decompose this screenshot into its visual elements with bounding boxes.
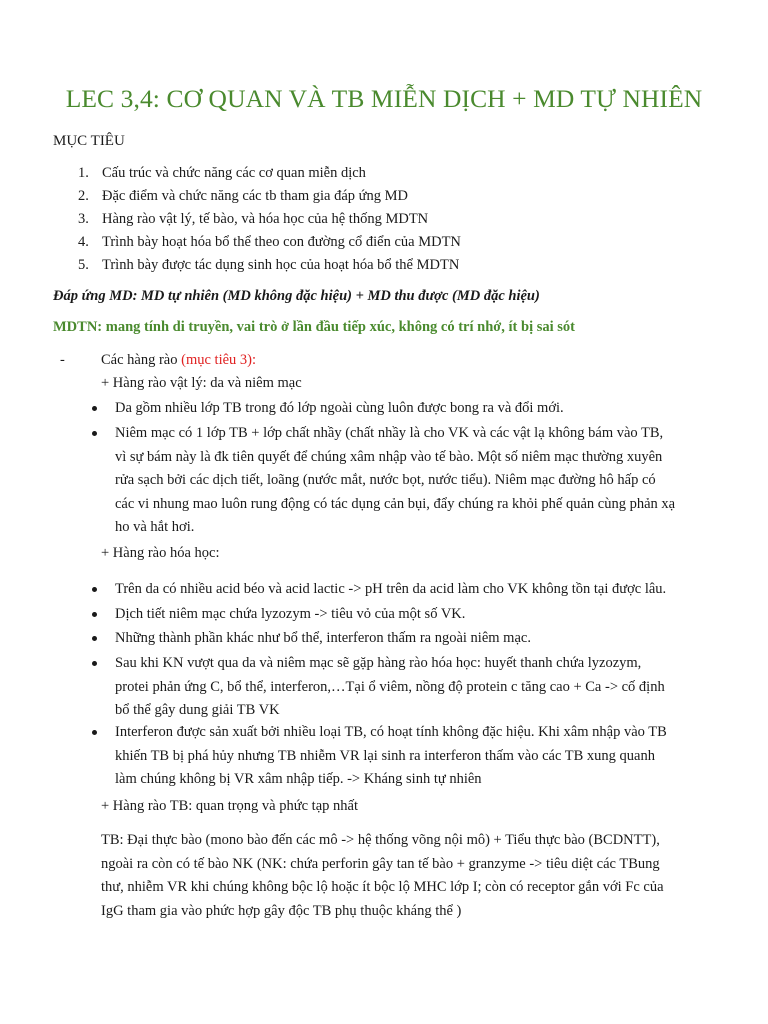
bullet-dot-icon xyxy=(92,730,97,735)
bullet-dot-icon xyxy=(92,587,97,592)
list-item: Sau khi KN vượt qua da và niêm mạc sẽ gặp hàng rào hóa học: huyết thanh chứa lyzozym, protei phản ứng C, bổ thể, interferon,…Tại ổ viêm, nồng độ protein c tăng cao + Ca -> cố định bổ thể gây dung giải TB VK xyxy=(115,655,665,718)
page-title: LEC 3,4: CƠ QUAN VÀ TB MIỄN DỊCH + MD TỰ NHIÊN xyxy=(65,84,703,113)
cell-barrier-paragraph: TB: Đại thực bào (mono bào đến các mô -> hệ thống võng nội mô) + Tiểu thực bào (BCDNTT), ngoài ra còn có tế bào NK (NK: chứa perforin gây tan tế bào + granzyme -> tiêu diệt các TBung thư, nhiễm VR khi chúng không bộc lộ hoặc ít bộc lộ MHC lớp I; còn có receptor gắn với Fc của IgG tham gia vào phức hợp gây độc TB phụ thuộc kháng thể ) xyxy=(101,832,664,919)
bullet-dot-icon xyxy=(92,406,97,411)
cell-barrier-heading: + Hàng rào TB: quan trọng và phức tạp nhất xyxy=(101,798,358,814)
mdtn-heading: MDTN: mang tính di truyền, vai trò ở lần đầu tiếp xúc, không có trí nhớ, ít bị sai sót xyxy=(53,319,575,335)
physical-barrier-heading: + Hàng rào vật lý: da và niêm mạc xyxy=(101,375,302,391)
list-item: Interferon được sản xuất bởi nhiều loại TB, có hoạt tính không đặc hiệu. Khi xâm nhập vào TB khiến TB bị phá hủy nhưng TB nhiễm VR lại sinh ra interferon thấm vào các TB xung quanh làm chúng không bị VR xâm nhập tiếp. -> Kháng sinh tự nhiên xyxy=(115,724,667,787)
objective-item: 2. Đặc điểm và chức năng các tb tham gia đáp ứng MD xyxy=(78,188,409,204)
barriers-label-red: (mục tiêu 3): xyxy=(181,352,257,368)
list-item: Những thành phần khác như bổ thể, interferon thấm ra ngoài niêm mạc. xyxy=(115,630,531,646)
barriers-label: Các hàng rào (mục tiêu 3): xyxy=(101,352,257,368)
bullet-dot-icon xyxy=(92,431,97,436)
list-item: Dịch tiết niêm mạc chứa lyzozym -> tiêu vỏ của một số VK. xyxy=(115,606,466,622)
objective-item: 5. Trình bày được tác dụng sinh học của hoạt hóa bổ thể MDTN xyxy=(78,257,460,273)
bullet-dot-icon xyxy=(92,661,97,666)
objective-item: 4. Trình bày hoạt hóa bổ thể theo con đường cổ điển của MDTN xyxy=(78,234,461,250)
dap-ung-heading: Đáp ứng MD: MD tự nhiên (MD không đặc hiệu) + MD thu được (MD đặc hiệu) xyxy=(53,288,540,304)
objectives-heading: MỤC TIÊU xyxy=(53,133,125,149)
bullet-dot-icon xyxy=(92,612,97,617)
bullet-dot-icon xyxy=(92,636,97,641)
chemical-barrier-heading: + Hàng rào hóa học: xyxy=(101,545,220,561)
dash-marker: - xyxy=(60,352,65,368)
list-item: Niêm mạc có 1 lớp TB + lớp chất nhầy (chất nhầy là cho VK và các vật lạ không bám vào TB, vì sự bám này là đk tiên quyết để chúng xâm nhập vào tế bào. Một số niêm mạc thường xuyên rửa sạch bởi các dịch tiết, loãng (nước mắt, nước bọt, nước tiểu). Niêm mạc đường hô hấp có các vi nhung mao luôn rung động có tác dụng cản bụi, đẩy chúng ra khỏi phế quản cùng phản xạ ho và hắt hơi. xyxy=(115,425,676,535)
list-item: Da gồm nhiều lớp TB trong đó lớp ngoài cùng luôn được bong ra và đổi mới. xyxy=(115,400,564,416)
objective-item: 3. Hàng rào vật lý, tế bào, và hóa học của hệ thống MDTN xyxy=(78,211,429,227)
objective-item: 1. Cấu trúc và chức năng các cơ quan miễn dịch xyxy=(78,165,366,181)
list-item: Trên da có nhiều acid béo và acid lactic -> pH trên da acid làm cho VK không tồn tại được lâu. xyxy=(115,581,667,597)
